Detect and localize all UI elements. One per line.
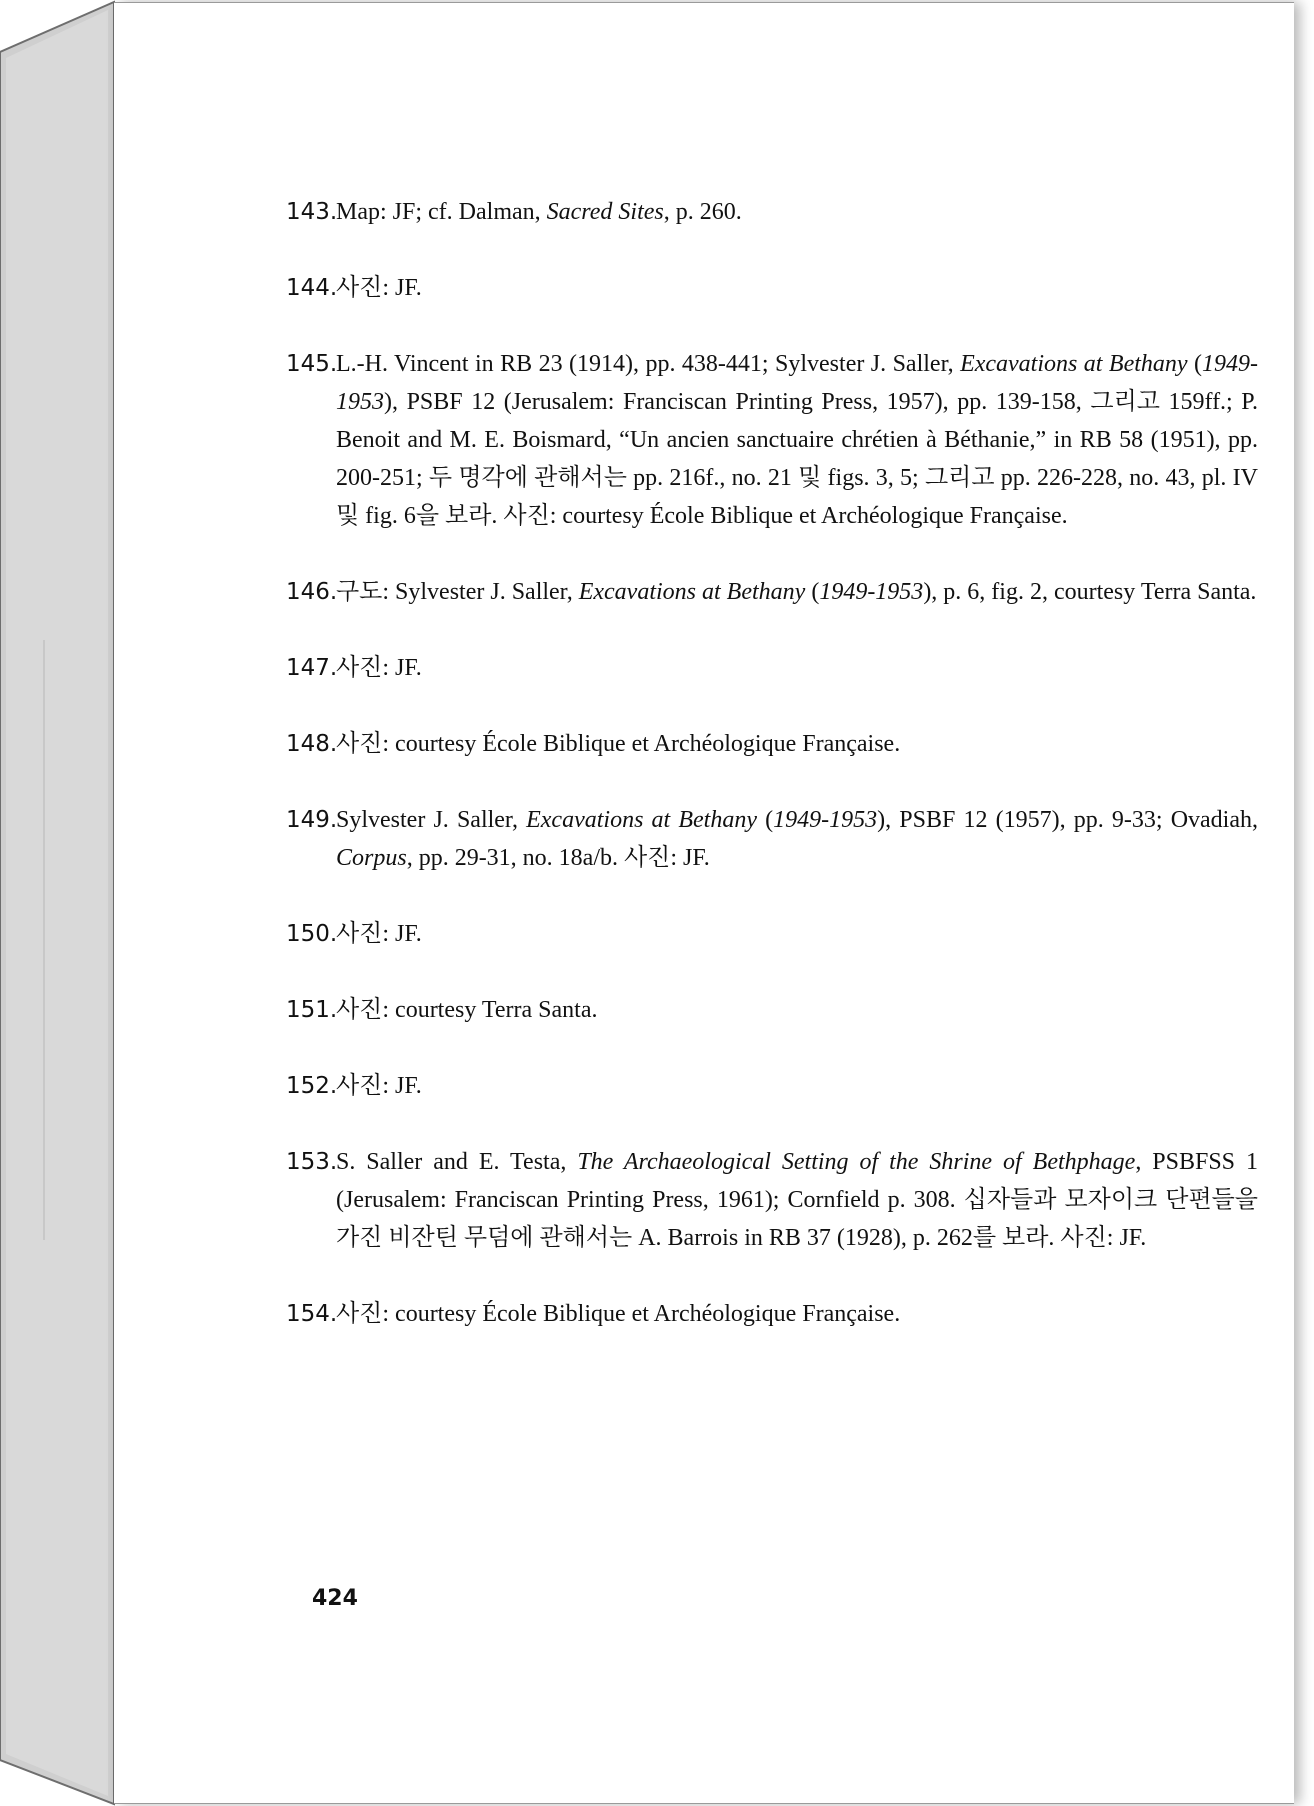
endnote-text [336,915,1258,953]
italic-title: 1949-1953 [819,579,924,605]
text-run: 사진: JF. [336,1073,422,1099]
endnote-text [336,193,1258,231]
italic-title: Excavations at Bethany [578,579,806,605]
endnote-text [336,1067,1258,1105]
endnotes-list [286,193,1258,1371]
endnote-text [336,801,1258,877]
italic-title: Corpus [336,845,407,871]
endnote-text [336,725,1258,763]
text-run: 사진: courtesy École Biblique et Archéologique Française. [336,731,901,757]
endnote-text [336,1143,1258,1257]
text-run: ( [1187,351,1203,377]
text-run: Sylvester J. Saller, [336,807,527,833]
endnote-number: 146. [286,579,338,605]
italic-title: 1949-1953 [336,351,1259,415]
endnote-text [336,649,1258,687]
endnote-text [336,1295,1258,1333]
endnote-number: 153. [286,1149,338,1175]
endnote-text [336,991,1258,1029]
endnote-number: 148. [286,731,338,757]
endnote-text [336,345,1258,535]
endnote-number: 144. [286,275,338,301]
endnote-number: 151. [286,997,338,1023]
text-run: ( [805,579,820,605]
endnote [286,725,1258,763]
endnote-number: 145. [286,351,338,377]
italic-title: Excavations at Bethany [960,351,1188,377]
text-run: Map: JF; cf. Dalman, [336,199,547,225]
text-run: 사진: courtesy Terra Santa. [336,997,598,1023]
endnote-text [336,573,1258,611]
endnote-number: 147. [286,655,338,681]
italic-title: 1949-1953 [773,807,878,833]
book-spine [0,0,118,1806]
endnote-number: 154. [286,1301,338,1327]
endnote [286,649,1258,687]
endnote [286,345,1258,535]
text-run: 사진: JF. [336,275,422,301]
endnote [286,1143,1258,1257]
endnote-number: 150. [286,921,338,947]
endnote [286,801,1258,877]
endnote [286,1067,1258,1105]
italic-title: Sacred Sites [546,199,664,225]
text-run: 사진: JF. [336,921,422,947]
text-run: 사진: courtesy École Biblique et Archéologique Française. [336,1301,901,1327]
text-run: ), p. 6, fig. 2, courtesy Terra Santa. [923,579,1257,605]
text-run: , PSBFSS 1 (Jerusalem: Franciscan Printing Press, 1961); Cornfield p. 308. 십자들과 모자이크 단편들을 가진 비잔틴 무덤에 관해서는 A. Barrois in RB 37 (1928), p. 262를 보라. 사진: JF. [336,1149,1258,1251]
endnote [286,915,1258,953]
text-run: ), PSBF 12 (1957), pp. 9-33; Ovadiah, [877,807,1258,833]
endnote-number: 143. [286,199,338,225]
text-run: , p. 260. [663,199,742,225]
text-run: L.-H. Vincent in RB 23 (1914), pp. 438-441; Sylvester J. Saller, [336,351,961,377]
endnote-number: 149. [286,807,338,833]
endnote [286,991,1258,1029]
endnote [286,193,1258,231]
endnote [286,573,1258,611]
text-run: , pp. 29-31, no. 18a/b. 사진: JF. [406,845,710,871]
italic-title: The Archaeological Setting of the Shrine of Bethphage [577,1149,1136,1175]
endnote-text [336,269,1258,307]
endnote [286,1295,1258,1333]
text-run: 구도: Sylvester J. Saller, [336,579,579,605]
text-run: ( [757,807,774,833]
page-number: 424 [312,1586,358,1611]
endnote [286,269,1258,307]
endnote-number: 152. [286,1073,338,1099]
text-run: 사진: JF. [336,655,422,681]
italic-title: Excavations at Bethany [526,807,757,833]
text-run: ), PSBF 12 (Jerusalem: Franciscan Printing Press, 1957), pp. 139-158, 그리고 159ff.; P. Benoit and M. E. Boismard, “Un ancien sanctuaire chrétien à Béthanie,” in RB 58 (1951), pp. 200-251; 두 명각에 관해서는 pp. 216f., no. 21 및 figs. 3, 5; 그리고 pp. 226-228, no. 43, pl. IV 및 fig. 6을 보라. 사진: courtesy École Biblique et Archéologique Française. [336,389,1258,529]
page [114,2,1294,1804]
text-run: S. Saller and E. Testa, [336,1149,578,1175]
